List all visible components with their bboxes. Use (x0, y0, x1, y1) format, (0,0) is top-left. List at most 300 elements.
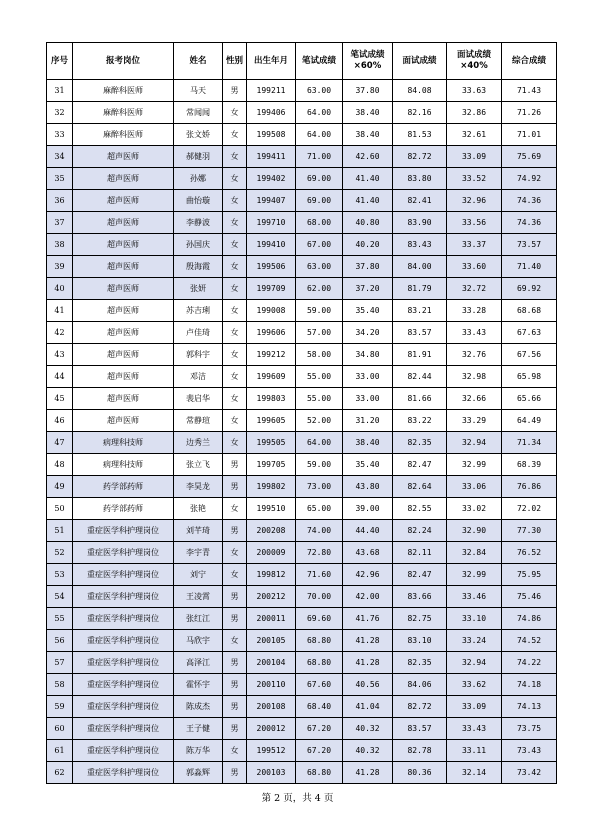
cell-birth: 199803 (247, 388, 296, 410)
table-row (47, 762, 557, 784)
table-row (47, 124, 557, 146)
cell-no: 35 (47, 168, 73, 190)
cell-total-score: 68.39 (502, 454, 557, 476)
header-sex: 性别 (223, 43, 247, 80)
cell-sex: 女 (223, 630, 247, 652)
cell-no: 52 (47, 542, 73, 564)
cell-written-weighted: 41.28 (343, 630, 393, 652)
table-row (47, 146, 557, 168)
table-row (47, 190, 557, 212)
cell-no: 55 (47, 608, 73, 630)
cell-written-weighted: 34.20 (343, 322, 393, 344)
cell-total-score: 74.92 (502, 168, 557, 190)
cell-birth: 199508 (247, 124, 296, 146)
cell-post: 重症医学科护理岗位 (73, 652, 174, 674)
cell-written-weighted: 43.80 (343, 476, 393, 498)
cell-interview-score: 82.72 (393, 146, 447, 168)
cell-post: 超声医师 (73, 212, 174, 234)
cell-post: 超声医师 (73, 256, 174, 278)
cell-post: 超声医师 (73, 322, 174, 344)
cell-total-score: 71.43 (502, 80, 557, 102)
cell-interview-weighted: 32.72 (447, 278, 502, 300)
cell-interview-score: 80.36 (393, 762, 447, 784)
cell-birth: 199506 (247, 256, 296, 278)
cell-post: 超声医师 (73, 388, 174, 410)
cell-post: 重症医学科护理岗位 (73, 608, 174, 630)
cell-total-score: 77.30 (502, 520, 557, 542)
cell-interview-weighted: 33.52 (447, 168, 502, 190)
cell-post: 重症医学科护理岗位 (73, 696, 174, 718)
header-post: 报考岗位 (73, 43, 174, 80)
cell-written-score: 62.00 (296, 278, 343, 300)
cell-total-score: 75.95 (502, 564, 557, 586)
cell-interview-weighted: 32.61 (447, 124, 502, 146)
cell-name: 李静波 (174, 212, 223, 234)
cell-no: 32 (47, 102, 73, 124)
cell-total-score: 71.34 (502, 432, 557, 454)
cell-no: 57 (47, 652, 73, 674)
cell-sex: 男 (223, 454, 247, 476)
cell-name: 王子健 (174, 718, 223, 740)
cell-name: 常闻闻 (174, 102, 223, 124)
cell-interview-score: 82.72 (393, 696, 447, 718)
cell-post: 超声医师 (73, 344, 174, 366)
cell-written-weighted: 40.32 (343, 740, 393, 762)
cell-interview-weighted: 32.94 (447, 432, 502, 454)
cell-sex: 男 (223, 652, 247, 674)
page-footer: 第 2 页，共 4 页 (261, 793, 334, 804)
cell-name: 马欣宇 (174, 630, 223, 652)
cell-birth: 199402 (247, 168, 296, 190)
cell-no: 40 (47, 278, 73, 300)
cell-written-score: 70.00 (296, 586, 343, 608)
table-row (47, 608, 557, 630)
cell-no: 54 (47, 586, 73, 608)
cell-sex: 女 (223, 344, 247, 366)
cell-interview-weighted: 33.11 (447, 740, 502, 762)
cell-interview-score: 82.41 (393, 190, 447, 212)
cell-no: 62 (47, 762, 73, 784)
cell-birth: 199812 (247, 564, 296, 586)
cell-written-score: 68.80 (296, 630, 343, 652)
cell-written-score: 67.00 (296, 234, 343, 256)
cell-interview-score: 82.75 (393, 608, 447, 630)
cell-written-score: 71.60 (296, 564, 343, 586)
cell-written-weighted: 37.80 (343, 256, 393, 278)
cell-sex: 女 (223, 322, 247, 344)
cell-name: 邓洁 (174, 366, 223, 388)
cell-total-score: 67.63 (502, 322, 557, 344)
cell-total-score: 71.26 (502, 102, 557, 124)
cell-written-score: 52.00 (296, 410, 343, 432)
cell-post: 重症医学科护理岗位 (73, 630, 174, 652)
cell-no: 47 (47, 432, 73, 454)
cell-name: 张妍 (174, 278, 223, 300)
cell-interview-score: 82.24 (393, 520, 447, 542)
cell-name: 高泽江 (174, 652, 223, 674)
cell-no: 44 (47, 366, 73, 388)
cell-total-score: 69.92 (502, 278, 557, 300)
cell-sex: 女 (223, 410, 247, 432)
cell-post: 重症医学科护理岗位 (73, 520, 174, 542)
table-row (47, 388, 557, 410)
cell-name: 边秀兰 (174, 432, 223, 454)
cell-sex: 女 (223, 190, 247, 212)
cell-interview-score: 81.53 (393, 124, 447, 146)
cell-no: 42 (47, 322, 73, 344)
cell-written-weighted: 40.80 (343, 212, 393, 234)
cell-no: 38 (47, 234, 73, 256)
cell-sex: 女 (223, 432, 247, 454)
cell-no: 50 (47, 498, 73, 520)
cell-birth: 199211 (247, 80, 296, 102)
table-row (47, 630, 557, 652)
cell-written-weighted: 34.80 (343, 344, 393, 366)
cell-birth: 199512 (247, 740, 296, 762)
cell-written-score: 65.00 (296, 498, 343, 520)
cell-post: 超声医师 (73, 300, 174, 322)
cell-name: 卢佳琦 (174, 322, 223, 344)
cell-sex: 女 (223, 212, 247, 234)
cell-name: 张文娇 (174, 124, 223, 146)
cell-sex: 女 (223, 388, 247, 410)
header-interview: 面试成绩 (393, 43, 447, 80)
cell-total-score: 64.49 (502, 410, 557, 432)
cell-interview-weighted: 33.02 (447, 498, 502, 520)
cell-interview-weighted: 33.09 (447, 696, 502, 718)
cell-name: 张立飞 (174, 454, 223, 476)
cell-birth: 200104 (247, 652, 296, 674)
cell-interview-weighted: 33.46 (447, 586, 502, 608)
cell-post: 重症医学科护理岗位 (73, 564, 174, 586)
cell-written-score: 68.00 (296, 212, 343, 234)
cell-birth: 199411 (247, 146, 296, 168)
cell-total-score: 74.36 (502, 190, 557, 212)
cell-interview-score: 83.43 (393, 234, 447, 256)
cell-written-weighted: 37.80 (343, 80, 393, 102)
cell-total-score: 74.13 (502, 696, 557, 718)
cell-post: 重症医学科护理岗位 (73, 718, 174, 740)
header-name: 姓名 (174, 43, 223, 80)
cell-birth: 200108 (247, 696, 296, 718)
cell-written-weighted: 38.40 (343, 102, 393, 124)
cell-sex: 女 (223, 146, 247, 168)
cell-interview-weighted: 32.98 (447, 366, 502, 388)
cell-no: 43 (47, 344, 73, 366)
cell-birth: 199609 (247, 366, 296, 388)
cell-birth: 199212 (247, 344, 296, 366)
cell-post: 超声医师 (73, 278, 174, 300)
table-row (47, 322, 557, 344)
cell-total-score: 68.68 (502, 300, 557, 322)
cell-interview-weighted: 33.63 (447, 80, 502, 102)
header-total: 综合成绩 (502, 43, 557, 80)
cell-written-weighted: 35.40 (343, 454, 393, 476)
cell-total-score: 74.36 (502, 212, 557, 234)
cell-birth: 200103 (247, 762, 296, 784)
cell-name: 陈成杰 (174, 696, 223, 718)
cell-written-weighted: 43.68 (343, 542, 393, 564)
cell-interview-score: 84.06 (393, 674, 447, 696)
cell-written-score: 59.00 (296, 454, 343, 476)
cell-no: 58 (47, 674, 73, 696)
cell-written-weighted: 42.96 (343, 564, 393, 586)
cell-sex: 女 (223, 234, 247, 256)
cell-post: 重症医学科护理岗位 (73, 586, 174, 608)
cell-written-weighted: 41.40 (343, 190, 393, 212)
cell-interview-weighted: 33.24 (447, 630, 502, 652)
cell-total-score: 65.66 (502, 388, 557, 410)
cell-interview-score: 83.21 (393, 300, 447, 322)
cell-birth: 199710 (247, 212, 296, 234)
table-row (47, 564, 557, 586)
cell-interview-score: 82.64 (393, 476, 447, 498)
cell-post: 超声医师 (73, 190, 174, 212)
cell-post: 药学部药师 (73, 498, 174, 520)
header-written-60: 笔试成绩 ×60% (343, 43, 393, 80)
cell-interview-score: 83.66 (393, 586, 447, 608)
cell-sex: 男 (223, 476, 247, 498)
cell-name: 张红江 (174, 608, 223, 630)
cell-no: 48 (47, 454, 73, 476)
table-row (47, 234, 557, 256)
cell-interview-score: 82.35 (393, 432, 447, 454)
table-row (47, 432, 557, 454)
cell-total-score: 73.43 (502, 740, 557, 762)
table-row (47, 740, 557, 762)
cell-written-weighted: 39.00 (343, 498, 393, 520)
cell-written-score: 67.20 (296, 740, 343, 762)
cell-sex: 女 (223, 740, 247, 762)
cell-no: 46 (47, 410, 73, 432)
cell-interview-score: 81.91 (393, 344, 447, 366)
cell-total-score: 73.57 (502, 234, 557, 256)
cell-sex: 男 (223, 718, 247, 740)
cell-interview-weighted: 33.62 (447, 674, 502, 696)
cell-no: 49 (47, 476, 73, 498)
cell-written-score: 71.00 (296, 146, 343, 168)
cell-post: 麻醉科医师 (73, 102, 174, 124)
cell-post: 重症医学科护理岗位 (73, 674, 174, 696)
cell-total-score: 73.75 (502, 718, 557, 740)
cell-no: 45 (47, 388, 73, 410)
cell-name: 马天 (174, 80, 223, 102)
cell-written-score: 59.00 (296, 300, 343, 322)
cell-name: 孙国庆 (174, 234, 223, 256)
cell-interview-score: 81.79 (393, 278, 447, 300)
cell-written-score: 73.00 (296, 476, 343, 498)
cell-total-score: 76.86 (502, 476, 557, 498)
cell-written-weighted: 41.76 (343, 608, 393, 630)
cell-sex: 女 (223, 102, 247, 124)
cell-birth: 199705 (247, 454, 296, 476)
cell-written-score: 55.00 (296, 388, 343, 410)
header-written: 笔试成绩 (296, 43, 343, 80)
cell-written-score: 64.00 (296, 432, 343, 454)
table-row (47, 696, 557, 718)
table-row (47, 80, 557, 102)
cell-birth: 200012 (247, 718, 296, 740)
cell-total-score: 67.56 (502, 344, 557, 366)
cell-birth: 200009 (247, 542, 296, 564)
cell-written-score: 74.00 (296, 520, 343, 542)
cell-name: 常静瑄 (174, 410, 223, 432)
cell-sex: 男 (223, 80, 247, 102)
cell-written-weighted: 35.40 (343, 300, 393, 322)
table-row (47, 674, 557, 696)
cell-post: 重症医学科护理岗位 (73, 740, 174, 762)
cell-written-score: 67.60 (296, 674, 343, 696)
cell-no: 31 (47, 80, 73, 102)
cell-interview-score: 82.44 (393, 366, 447, 388)
cell-birth: 199410 (247, 234, 296, 256)
cell-written-weighted: 31.20 (343, 410, 393, 432)
cell-written-score: 64.00 (296, 102, 343, 124)
cell-post: 超声医师 (73, 234, 174, 256)
cell-sex: 男 (223, 696, 247, 718)
cell-birth: 200208 (247, 520, 296, 542)
table-row (47, 410, 557, 432)
cell-birth: 200105 (247, 630, 296, 652)
cell-post: 重症医学科护理岗位 (73, 542, 174, 564)
cell-no: 53 (47, 564, 73, 586)
cell-sex: 女 (223, 124, 247, 146)
cell-written-score: 68.40 (296, 696, 343, 718)
cell-total-score: 74.86 (502, 608, 557, 630)
cell-total-score: 76.52 (502, 542, 557, 564)
cell-no: 36 (47, 190, 73, 212)
cell-interview-score: 82.55 (393, 498, 447, 520)
cell-birth: 199407 (247, 190, 296, 212)
cell-written-weighted: 33.00 (343, 366, 393, 388)
cell-sex: 男 (223, 608, 247, 630)
cell-interview-score: 82.47 (393, 564, 447, 586)
cell-interview-score: 83.80 (393, 168, 447, 190)
cell-name: 刘宁 (174, 564, 223, 586)
cell-written-weighted: 42.00 (343, 586, 393, 608)
cell-written-score: 68.80 (296, 762, 343, 784)
cell-written-score: 67.20 (296, 718, 343, 740)
cell-written-score: 69.00 (296, 190, 343, 212)
cell-interview-weighted: 32.76 (447, 344, 502, 366)
cell-sex: 女 (223, 256, 247, 278)
cell-written-weighted: 42.60 (343, 146, 393, 168)
cell-interview-score: 84.00 (393, 256, 447, 278)
cell-interview-score: 82.47 (393, 454, 447, 476)
cell-name: 苏吉琍 (174, 300, 223, 322)
table-row (47, 520, 557, 542)
cell-interview-weighted: 33.09 (447, 146, 502, 168)
cell-total-score: 74.22 (502, 652, 557, 674)
table-row (47, 300, 557, 322)
cell-sex: 男 (223, 674, 247, 696)
cell-interview-score: 81.66 (393, 388, 447, 410)
cell-written-score: 57.00 (296, 322, 343, 344)
cell-name: 孙娜 (174, 168, 223, 190)
table-body (47, 80, 557, 784)
cell-written-score: 72.80 (296, 542, 343, 564)
cell-interview-weighted: 33.56 (447, 212, 502, 234)
cell-birth: 199008 (247, 300, 296, 322)
cell-birth: 199505 (247, 432, 296, 454)
cell-written-weighted: 44.40 (343, 520, 393, 542)
cell-birth: 199406 (247, 102, 296, 124)
table-row (47, 344, 557, 366)
cell-name: 王凌霄 (174, 586, 223, 608)
cell-post: 重症医学科护理岗位 (73, 762, 174, 784)
cell-interview-weighted: 32.84 (447, 542, 502, 564)
cell-name: 刘芊琦 (174, 520, 223, 542)
cell-post: 药学部药师 (73, 476, 174, 498)
cell-no: 59 (47, 696, 73, 718)
cell-name: 郝健羽 (174, 146, 223, 168)
cell-interview-weighted: 33.10 (447, 608, 502, 630)
cell-no: 39 (47, 256, 73, 278)
cell-written-weighted: 41.04 (343, 696, 393, 718)
cell-interview-weighted: 33.60 (447, 256, 502, 278)
table-row (47, 212, 557, 234)
table-row (47, 366, 557, 388)
header-no: 序号 (47, 43, 73, 80)
cell-post: 超声医师 (73, 168, 174, 190)
cell-total-score: 71.01 (502, 124, 557, 146)
cell-name: 裴启华 (174, 388, 223, 410)
cell-birth: 199510 (247, 498, 296, 520)
header-interview-40: 面试成绩 ×40% (447, 43, 502, 80)
cell-post: 病理科技师 (73, 454, 174, 476)
cell-name: 李宇青 (174, 542, 223, 564)
cell-sex: 女 (223, 168, 247, 190)
cell-post: 麻醉科医师 (73, 80, 174, 102)
table-row (47, 542, 557, 564)
cell-no: 34 (47, 146, 73, 168)
cell-written-weighted: 38.40 (343, 124, 393, 146)
table-row (47, 498, 557, 520)
cell-interview-weighted: 33.29 (447, 410, 502, 432)
cell-written-score: 63.00 (296, 80, 343, 102)
cell-name: 霍怀宇 (174, 674, 223, 696)
cell-post: 超声医师 (73, 410, 174, 432)
cell-interview-weighted: 33.43 (447, 718, 502, 740)
cell-total-score: 74.52 (502, 630, 557, 652)
cell-sex: 女 (223, 300, 247, 322)
cell-no: 56 (47, 630, 73, 652)
cell-no: 33 (47, 124, 73, 146)
cell-interview-weighted: 32.66 (447, 388, 502, 410)
cell-sex: 女 (223, 542, 247, 564)
table-row (47, 278, 557, 300)
cell-birth: 200011 (247, 608, 296, 630)
cell-post: 超声医师 (73, 366, 174, 388)
cell-sex: 男 (223, 520, 247, 542)
cell-interview-score: 82.11 (393, 542, 447, 564)
header-birth: 出生年月 (247, 43, 296, 80)
table-header (47, 43, 557, 80)
cell-written-weighted: 33.00 (343, 388, 393, 410)
cell-post: 超声医师 (73, 146, 174, 168)
table-row (47, 476, 557, 498)
table-row (47, 586, 557, 608)
cell-total-score: 75.46 (502, 586, 557, 608)
cell-written-weighted: 41.28 (343, 652, 393, 674)
table-row (47, 454, 557, 476)
cell-interview-score: 83.22 (393, 410, 447, 432)
cell-interview-score: 83.57 (393, 718, 447, 740)
cell-interview-score: 83.57 (393, 322, 447, 344)
cell-written-score: 69.60 (296, 608, 343, 630)
cell-name: 郭科宇 (174, 344, 223, 366)
cell-interview-weighted: 33.28 (447, 300, 502, 322)
